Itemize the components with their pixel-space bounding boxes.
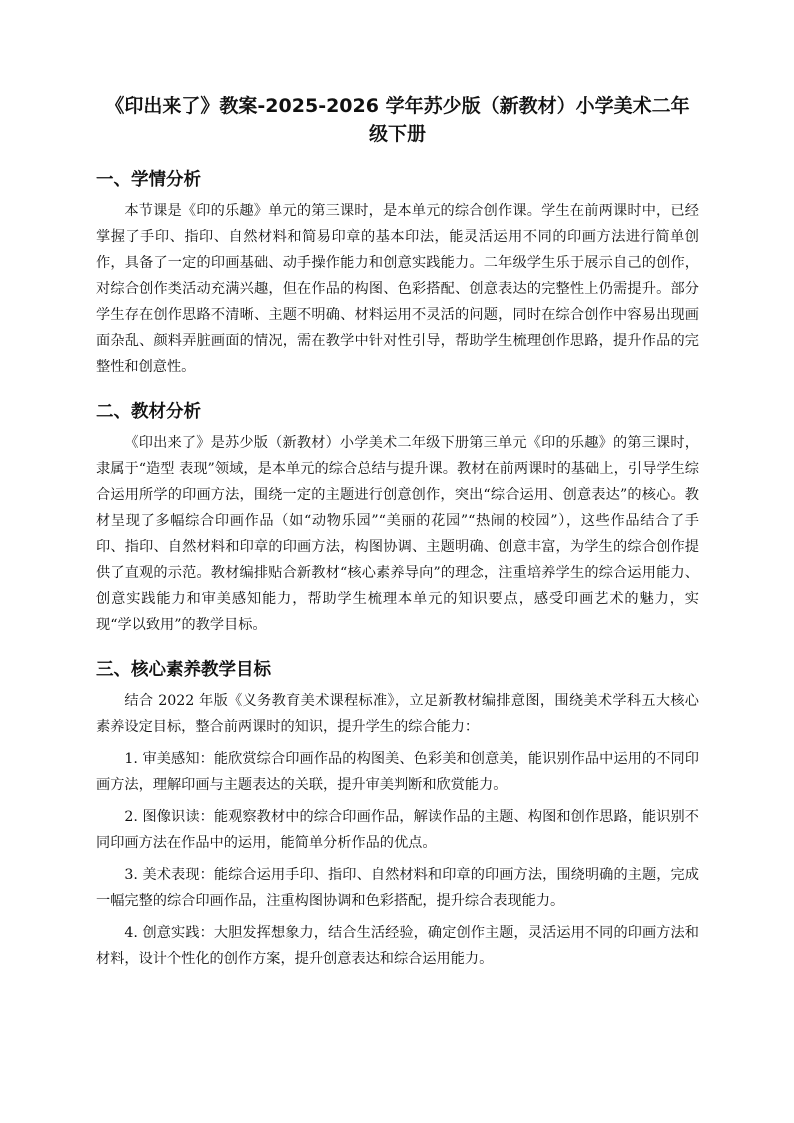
section-textbook-analysis: [96, 400, 699, 638]
section-heading-textbook-analysis: 二、教材分析: [96, 402, 201, 422]
paragraph: 本节课是《印的乐趣》单元的第三课时，是本单元的综合创作课。学生在前两课时中，已经掌握了手印、指印、自然材料和简易印章的基本印法，能灵活运用不同的印画方法进行简单创作，具备了一定的印画基础、动手操作能力和创意实践能力。二年级学生乐于展示自己的创作，对综合创作类活动充满兴趣，但在作品的构图、色彩搭配、创意表达的完整性上仍需提升。部分学生存在创作思路不清晰、主题不明确、材料运用不灵活的问题，同时在综合创作中容易出现画面杂乱、颜料弄脏画面的情况，需在教学中针对性引导，帮助学生梳理创作思路，提升作品的完整性和创意性。: [96, 203, 699, 375]
section-heading-learner-analysis: 一、学情分析: [96, 170, 201, 190]
section-learner-analysis: [96, 168, 699, 380]
objective-item-creative-practice: 4. 创意实践：大胆发挥想象力，结合生活经验，确定创作主题，灵活运用不同的印画方法和材料，设计个性化的创作方案，提升创意表达和综合运用能力。: [96, 925, 699, 967]
objective-item-art-expression: 3. 美术表现：能综合运用手印、指印、自然材料和印章的印画方法，围绕明确的主题，完成一幅完整的综合印画作品，注重构图协调和色彩搭配，提升综合表现能力。: [96, 867, 699, 909]
objective-item-image-reading: 2. 图像识读：能观察教材中的综合印画作品，解读作品的主题、构图和创作思路，能识别不同印画方法在作品中的运用，能简单分析作品的优点。: [96, 809, 699, 851]
paragraph: 结合 2022 年版《义务教育美术课程标准》，立足新教材编排意图，围绕美术学科五大核心素养设定目标，整合前两课时的知识，提升学生的综合能力：: [96, 693, 699, 735]
section-teaching-objectives: [96, 658, 699, 972]
document-page: [96, 92, 699, 972]
paragraph: 《印出来了》是苏少版（新教材）小学美术二年级下册第三单元《印的乐趣》的第三课时，隶属于“造型 表现”领域，是本单元的综合总结与提升课。教材在前两课时的基础上，引导学生综合运用所学的印画方法，围绕一定的主题进行创意创作，突出“综合运用、创意表达”的核心。教材呈现了多幅综合印画作品（如“动物乐园”“美丽的花园”“热闹的校园”），这些作品结合了手印、指印、自然材料和印章的印画方法，构图协调、主题明确、创意丰富，为学生的综合创作提供了直观的示范。教材编排贴合新教材“核心素养导向”的理念，注重培养学生的综合运用能力、创意实践能力和审美感知能力，帮助学生梳理本单元的知识要点，感受印画艺术的魅力，实现“学以致用”的教学目标。: [96, 435, 699, 633]
section-heading-teaching-objectives: 三、核心素养教学目标: [96, 660, 271, 680]
objective-item-aesthetic-perception: 1. 审美感知：能欣赏综合印画作品的构图美、色彩美和创意美，能识别作品中运用的不同印画方法，理解印画与主题表达的关联，提升审美判断和欣赏能力。: [96, 751, 699, 793]
document-title: 《印出来了》教案-2025-2026 学年苏少版（新教材）小学美术二年级下册: [105, 95, 690, 145]
